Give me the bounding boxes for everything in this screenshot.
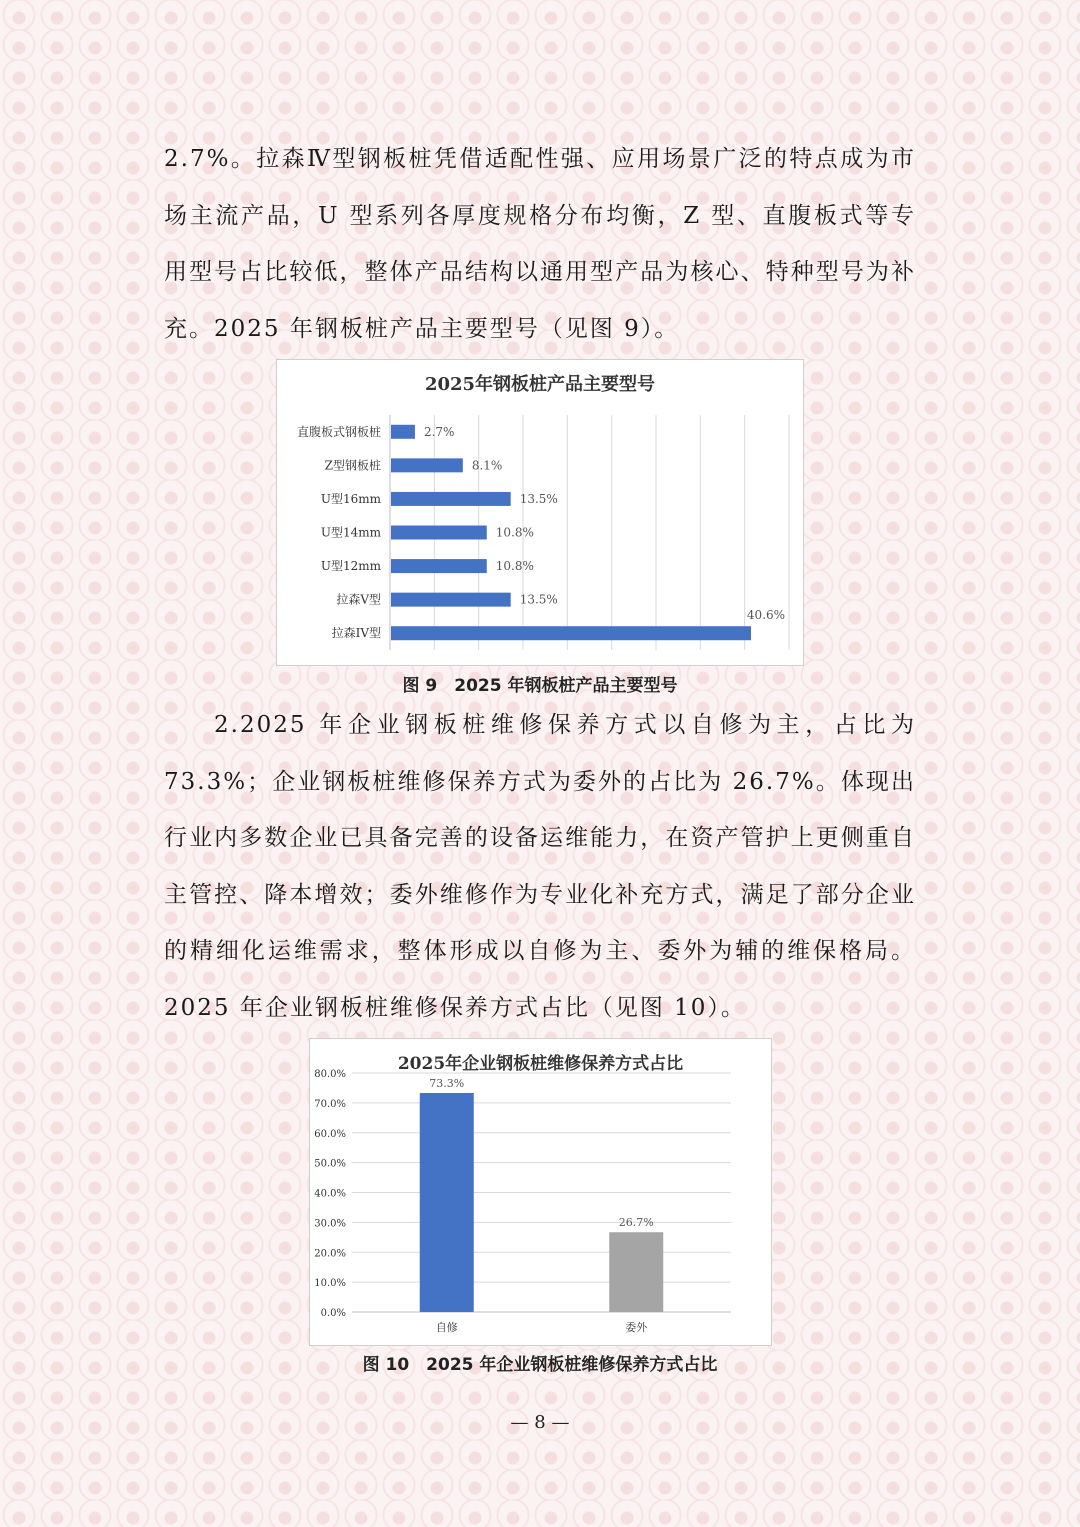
bar bbox=[391, 593, 511, 607]
chart-title: 2025年企业钢板桩维修保养方式占比 bbox=[397, 1054, 684, 1074]
chart-svg bbox=[310, 1039, 771, 1345]
category-label: 委外 bbox=[625, 1321, 648, 1334]
data-label: 26.7% bbox=[618, 1216, 654, 1230]
bar bbox=[391, 526, 487, 540]
data-label: 10.8% bbox=[495, 559, 534, 574]
y-tick-label: 70.0% bbox=[314, 1098, 346, 1110]
bar bbox=[391, 458, 463, 472]
bar bbox=[420, 1093, 474, 1312]
page-number: — 8 — bbox=[510, 1412, 570, 1433]
category-label: 自修 bbox=[435, 1321, 458, 1334]
data-label: 13.5% bbox=[519, 491, 558, 506]
paragraph-models: 2.7%。拉森Ⅳ型钢板桩凭借适配性强、应用场景广泛的特点成为市场主流产品，U 型系列各厚度规格分布均衡，Z 型、直腹板式等专用型号占比较低，整体产品结构以通用型产品为核心、特种型号为补充。2025 年钢板桩产品主要型号（见图 9）。 bbox=[164, 146, 916, 342]
category-label: 直腹板式钢板桩 bbox=[296, 424, 381, 439]
bar bbox=[391, 626, 751, 640]
chart-svg bbox=[277, 360, 803, 665]
chart-maintenance-method bbox=[309, 1038, 772, 1346]
data-label: 10.8% bbox=[495, 525, 534, 540]
data-label: 8.1% bbox=[471, 458, 503, 473]
figure-caption-10: 图 10 2025 年企业钢板桩维修保养方式占比 bbox=[362, 1355, 718, 1375]
data-label: 2.7% bbox=[423, 424, 455, 439]
y-tick-label: 20.0% bbox=[314, 1248, 346, 1260]
y-tick-label: 50.0% bbox=[314, 1158, 346, 1170]
data-label: 73.3% bbox=[429, 1077, 465, 1091]
y-tick-label: 30.0% bbox=[314, 1218, 346, 1230]
y-tick-label: 80.0% bbox=[314, 1069, 346, 1080]
category-label: Z型钢板桩 bbox=[324, 458, 381, 473]
bar bbox=[391, 425, 415, 439]
y-tick-label: 40.0% bbox=[314, 1188, 346, 1200]
data-label: 13.5% bbox=[519, 592, 558, 607]
paragraph-maintenance: 2.2025 年企业钢板桩维修保养方式以自修为主，占比为 73.3%；企业钢板桩维修保养方式为委外的占比为 26.7%。体现出行业内多数企业已具备完善的设备运维能力，在资产管护上更侧重自主管控、降本增效；委外维修作为专业化补充方式，满足了部分企业的精细化运维需求，整体形成以自修为主、委外为辅的维保格局。2025 年企业钢板桩维修保养方式占比（见图 10）。 bbox=[164, 712, 916, 1021]
category-label: U型12mm bbox=[320, 559, 381, 574]
category-label: U型14mm bbox=[320, 525, 381, 540]
chart-title: 2025年钢板桩产品主要型号 bbox=[424, 374, 656, 395]
bar bbox=[609, 1232, 663, 1312]
chart-product-models bbox=[276, 359, 804, 666]
data-label: 40.6% bbox=[746, 608, 786, 623]
category-label: 拉森V型 bbox=[336, 592, 381, 607]
bar bbox=[391, 492, 511, 506]
bar bbox=[391, 559, 487, 573]
y-tick-label: 0.0% bbox=[320, 1308, 346, 1319]
category-label: U型16mm bbox=[320, 491, 381, 506]
y-tick-label: 60.0% bbox=[314, 1128, 346, 1140]
y-tick-label: 10.0% bbox=[314, 1278, 346, 1290]
category-label: 拉森IV型 bbox=[331, 626, 381, 641]
figure-caption-9: 图 9 2025 年钢板桩产品主要型号 bbox=[402, 676, 678, 696]
